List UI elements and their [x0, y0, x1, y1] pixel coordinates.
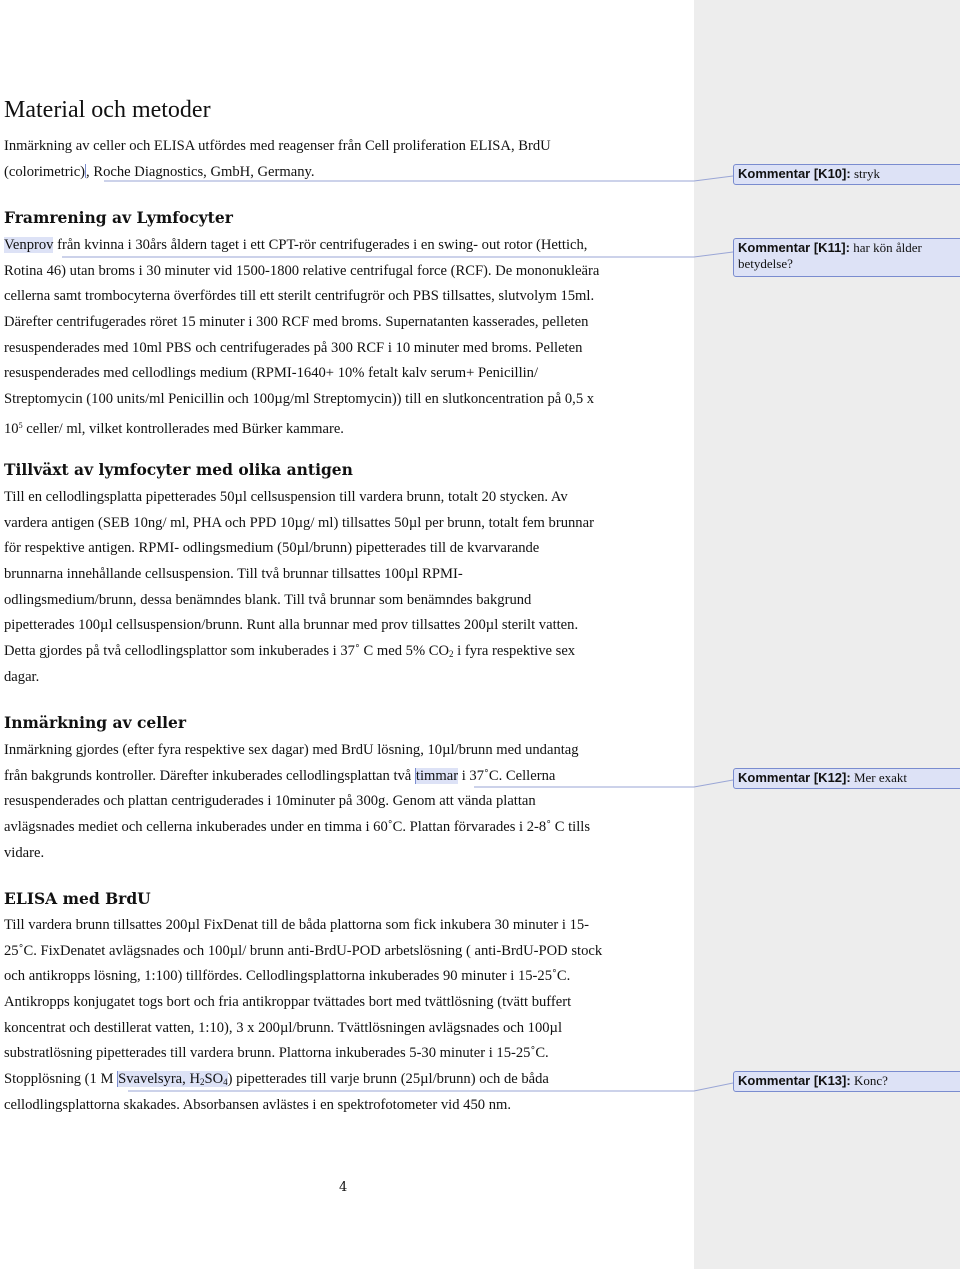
intro-line-2b: , Roche Diagnostics, GmbH, Germany. — [86, 163, 315, 180]
intro-line-2a: (colorimetric) — [4, 163, 86, 180]
sec1-line-1 — [4, 233, 688, 259]
sec2-line-8: dagar. — [4, 668, 40, 685]
sec1-line-8a: 10 — [4, 420, 19, 437]
sec1-line-8b: celler/ ml, vilket kontrollerades med Bürker kammare. — [22, 420, 344, 437]
sec2-line-7 — [4, 639, 688, 665]
section-body-framrening — [4, 233, 688, 439]
sec4-line-1: Till vardera brunn tillsattes 200µl FixDenat till de båda plattorna som fick inkubera 30 minuter i 15- — [4, 917, 590, 933]
comment-k10[interactable] — [733, 164, 960, 185]
section-title-tillvaxt: Tillväxt av lymfocyter med olika antigen — [4, 460, 353, 479]
sec1-line-8-sup: 5 — [18, 420, 23, 430]
sec4-line-5: koncentrat och destillerat vatten, 1:10), 3 x 200µl/brunn. Tvättlösningen avlägsnades och 100µl — [4, 1019, 563, 1036]
intro-line-2 — [4, 160, 688, 186]
sec4-line-7-sub-1: 2 — [200, 1077, 205, 1088]
sec3-line-1: Inmärkning gjordes (efter fyra respektive sex dagar) med BrdU lösning, 10µl/brunn med undantag — [4, 742, 579, 758]
section-body-inmarkning — [4, 738, 688, 866]
section-body-elisa — [4, 913, 688, 1119]
sec2-line-7b: i fyra respektive sex — [453, 643, 576, 660]
sec4-line-2: 25˚C. FixDenatet avlägsnades och 100µl/ brunn anti-BrdU-POD arbetslösning ( anti-BrdU-POD stock — [4, 942, 603, 959]
sec3-line-3: resuspenderades och plattan centriguderades i 10minuter på 300g. Genom att vända plattan — [4, 793, 536, 810]
comment-k12[interactable] — [733, 768, 960, 789]
sec1-line-1-rest: från kvinna i 30års åldern taget i ett CPT-rör centrifugerades i en swing- out rotor (Hettich, — [53, 237, 588, 253]
section-body-tillvaxt — [4, 485, 688, 691]
sec4-line-6: substratlösning pipetterades till vardera brunn. Plattorna inkuberades 5-30 minuter i 15-25˚C. — [4, 1045, 549, 1062]
comment-anchor-k12[interactable]: timmar — [415, 767, 459, 784]
comment-k10-label: Kommentar [K10]: — [738, 166, 851, 181]
sec1-line-5: resuspenderades med 10ml PBS och centrifugerades på 300 RCF i 10 minuter med broms. Pelleten — [4, 339, 583, 356]
comment-k13[interactable] — [733, 1071, 960, 1092]
sec2-line-4: brunnarna innehållande cellsuspension. Till två brunnar tillsattes 100µl RPMI- — [4, 566, 463, 583]
page-number: 4 — [339, 1180, 348, 1195]
sec2-line-3: för respektive antigen. RPMI- odlingsmedium (50µl/brunn) pipetterades till de kvarvarande — [4, 540, 540, 557]
comment-k11-label: Kommentar [K11]: — [738, 240, 850, 255]
sec3-line-2a: från bakgrunds kontroller. Därefter inkuberades cellodlingsplattan två — [4, 767, 415, 784]
section-title-elisa: ELISA med BrdU — [4, 889, 151, 908]
intro-line-1: Inmärkning av celler och ELISA utfördes med reagenser från Cell proliferation ELISA, BrdU — [4, 138, 551, 154]
sec1-line-3: cellerna samt trombocyterna överfördes till ett sterilt centrifugrör och PBS tillsattes, slutvolym 15ml. — [4, 288, 595, 305]
section-title-framrening: Framrening av Lymfocyter — [4, 208, 233, 227]
sec3-line-4: avlägsnades mediet och cellerna inkuberades under en timma i 60˚C. Plattan förvarades i 2-8˚ C tills — [4, 819, 591, 836]
sec2-line-7a: Detta gjordes på två cellodlingsplattor som inkuberades i 37˚ C med 5% CO — [4, 643, 450, 660]
intro-paragraph — [4, 134, 688, 185]
comment-k13-label: Kommentar [K13]: — [738, 1073, 851, 1088]
section-title-inmarkning: Inmärkning av celler — [4, 713, 187, 732]
sec1-line-2: Rotina 46) utan broms i 30 minuter vid 1500-1800 relative centrifugal force (RCF). De mononukleära — [4, 262, 600, 279]
sec2-line-6: pipetterades 100µl cellsuspension/brunn. Runt alla brunnar med prov tillsattes 200µl sterilt vatten. — [4, 617, 579, 634]
comment-k11-text: har kön ålder betydelse? — [738, 240, 922, 271]
sec3-line-5: vidare. — [4, 844, 45, 861]
sec4-line-7-sub-2: 4 — [223, 1077, 228, 1088]
sec4-line-7b: ) pipetterades till varje brunn (25µl/brunn) och de båda — [227, 1071, 549, 1088]
sec4-line-3: och antikropps lösning, 1:100) tillfördes. Cellodlingsplattorna inkuberades 90 minuter i 15-25˚C. — [4, 968, 571, 985]
sec2-line-5: odlingsmedium/brunn, dessa benämndes blank. Till två brunnar som benämndes bakgrund — [4, 591, 532, 608]
comment-anchor-k11[interactable]: Venprov — [4, 237, 54, 253]
sec4-line-7 — [4, 1067, 688, 1093]
sec1-line-4: Därefter centrifugerades röret 15 minuter i 300 RCF med broms. Supernatanten kasserades, pelleten — [4, 314, 589, 331]
comment-k10-text: stryk — [850, 166, 880, 181]
sec3-line-2 — [4, 764, 688, 790]
comment-k12-label: Kommentar [K12]: — [738, 770, 851, 785]
sec2-line-7-sub: 2 — [449, 649, 454, 660]
sec1-line-7: Streptomycin (100 units/ml Penicillin och 100µg/ml Streptomycin)) till en slutkoncentration på 0,5 x — [4, 391, 595, 408]
sec4-line-8: cellodlingsplattorna skakades. Absorbansen avlästes i en spektrofotometer vid 450 nm. — [4, 1096, 512, 1113]
comment-anchor-k13[interactable] — [117, 1071, 228, 1087]
sec3-line-2b: i 37˚C. Cellerna — [458, 767, 556, 784]
sec1-line-6: resuspenderades med cellodlings medium (RPMI-1640+ 10% fetalt kalv serum+ Penicillin/ — [4, 365, 539, 382]
page-title: Material och metoder — [4, 97, 211, 123]
sec2-line-2: vardera antigen (SEB 10ng/ ml, PHA och PPD 10µg/ ml) tillsattes 50µl per brunn, totalt fem brunnar — [4, 514, 594, 531]
sec4-line-7-hl-2: SO — [204, 1071, 224, 1088]
sec4-line-7-hl-1: Svavelsyra, H — [118, 1071, 200, 1088]
sec1-line-8 — [4, 413, 688, 439]
comment-k11[interactable] — [733, 238, 960, 277]
comment-k13-text: Konc? — [850, 1073, 888, 1088]
sec4-line-4: Antikropps konjugatet togs bort och fria antikroppar tvättades bort med tvättlösning (tvätt buffert — [4, 994, 572, 1011]
sec4-line-7a: Stopplösning (1 M — [4, 1071, 118, 1088]
comment-k12-text: Mer exakt — [850, 770, 907, 785]
sec2-line-1: Till en cellodlingsplatta pipetterades 50µl cellsuspension till vardera brunn, totalt 20 stycken. Av — [4, 489, 568, 505]
